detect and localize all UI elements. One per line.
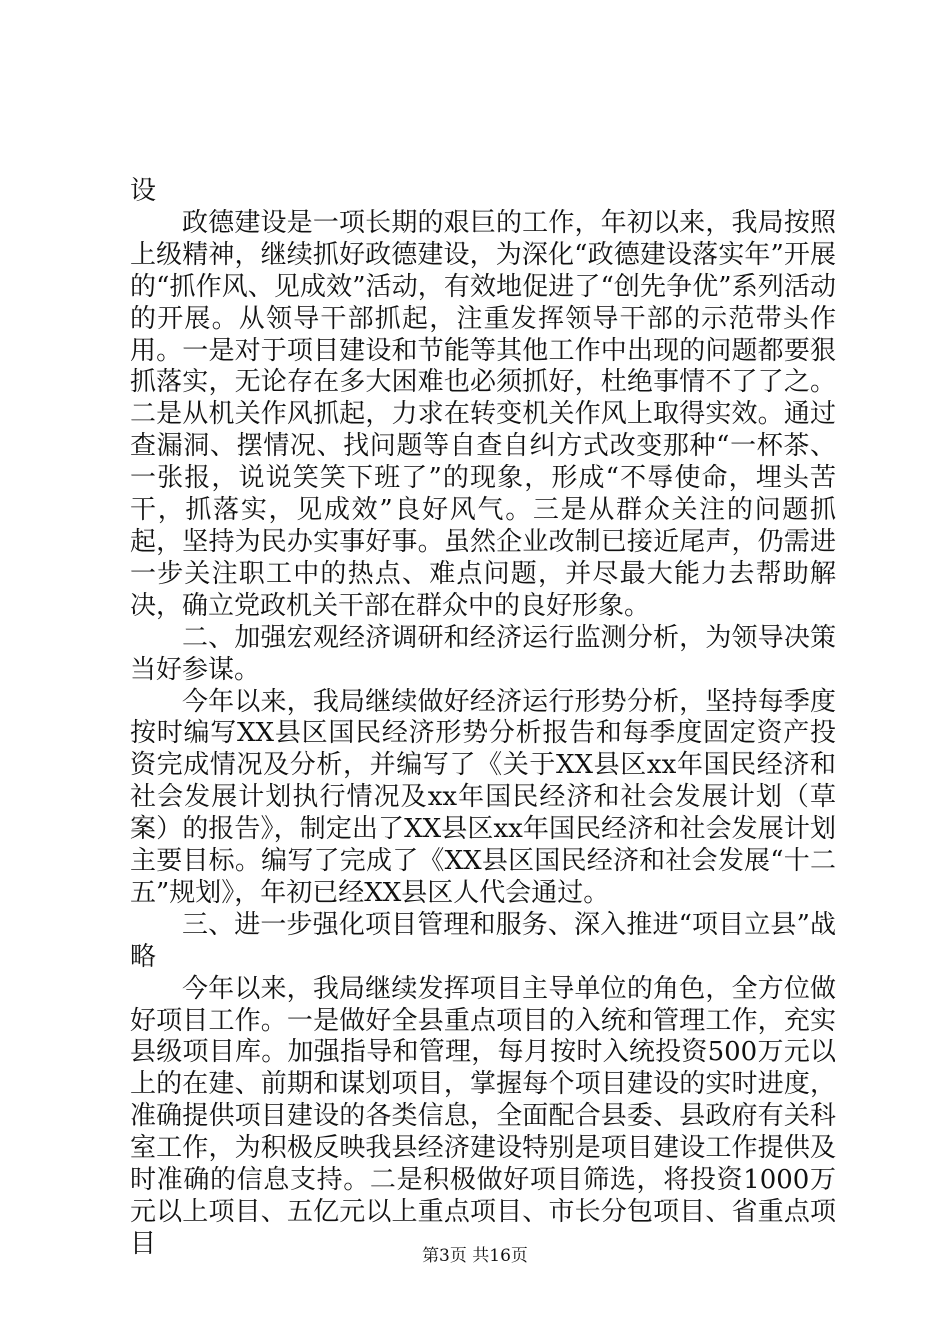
section-heading-3: 三、进一步强化项目管理和服务、深入推进“项目立县”战略 — [130, 909, 836, 972]
document-body — [130, 176, 836, 1261]
page-number-footer: 第3页 共16页 — [422, 1246, 528, 1266]
paragraph-fragment: 设 — [130, 176, 157, 206]
paragraph-political-ethics: 政德建设是一项长期的艰巨的工作，年初以来，我局按照上级精神，继续抓好政德建设，为深化“政德建设落实年”开展的“抓作风、见成效”活动，有效地促进了“创先争优”系列活动的开展。从领导干部抓起，注重发挥领导干部的示范带头作用。一是对于项目建设和节能等其他工作中出现的问题都要狠抓落实，无论存在多大困难也必须抓好，杜绝事情不了了之。二是从机关作风抓起，力求在转变机关作风上取得实效。通过查漏洞、摆情况、找问题等自查自纠方式改变那种“一杯茶、一张报，说说笑笑下班了”的现象，形成“不辱使命，埋头苦干，抓落实，见成效”良好风气。三是从群众关注的问题抓起，坚持为民办实事好事。虽然企业改制已接近尾声，仍需进一步关注职工中的热点、难点问题，并尽最大能力去帮助解决，确立党政机关干部在群众中的良好形象。 — [130, 207, 836, 621]
section-heading-2: 二、加强宏观经济调研和经济运行监测分析，为领导决策当好参谋。 — [130, 622, 836, 685]
paragraph-economic-analysis: 今年以来，我局继续做好经济运行形势分析，坚持每季度按时编写XX县区国民经济形势分析报告和每季度固定资产投资完成情况及分析，并编写了《关于XX县区xx年国民经济和社会发展计划执行情况及xx年国民经济和社会发展计划（草案）的报告》，制定出了XX县区xx年国民经济和社会发展计划主要目标。编写了完成了《XX县区国民经济和社会发展“十二五”规划》，年初已经XX县区人代会通过。 — [130, 686, 836, 908]
paragraph-project-management: 今年以来，我局继续发挥项目主导单位的角色，全方位做好项目工作。一是做好全县重点项目的入统和管理工作，充实县级项目库。加强指导和管理，每月按时入统投资500万元以上的在建、前期和谋划项目，掌握每个项目建设的实时进度，准确提供项目建设的各类信息，全面配合县委、县政府有关科室工作，为积极反映我县经济建设特别是项目建设工作提供及时准确的信息支持。二是积极做好项目筛选，将投资1000万元以上项目、五亿元以上重点项目、市长分包项目、省重点项目 — [130, 973, 836, 1259]
